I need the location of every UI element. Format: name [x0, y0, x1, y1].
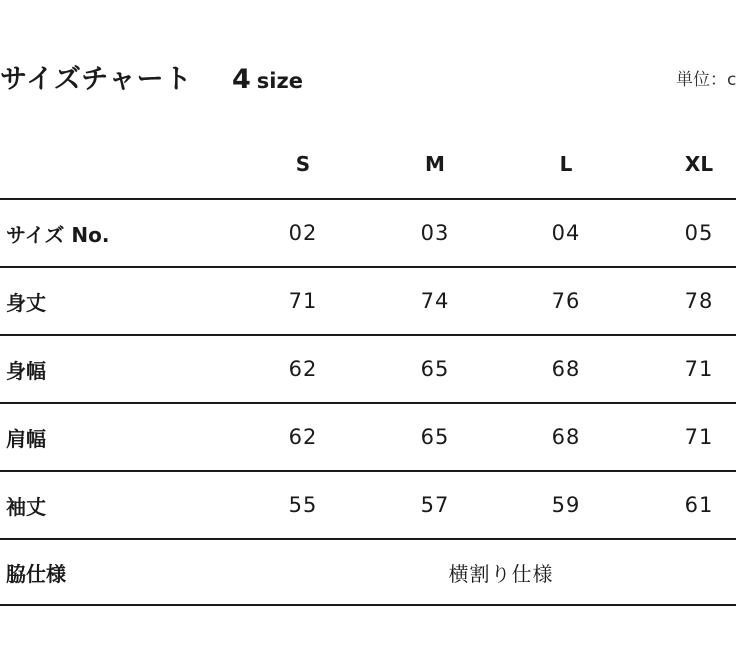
size-count-unit: size	[256, 69, 303, 93]
table-cell: 04	[551, 221, 581, 245]
table-cell: 62	[288, 425, 318, 449]
table-cell: 74	[420, 289, 450, 313]
table-row-size-no	[0, 198, 736, 266]
table-cell: 61	[684, 493, 714, 517]
unit-label: 単位：c	[676, 70, 736, 90]
table-cell: 65	[420, 425, 450, 449]
table-cell: 78	[684, 289, 714, 313]
table-row-body-width	[0, 334, 736, 402]
table-cell: 71	[684, 425, 714, 449]
table-cell: 57	[420, 493, 450, 517]
table-cell: 55	[288, 493, 318, 517]
row-label: 袖丈	[6, 494, 46, 519]
row-label: サイズ No.	[6, 222, 110, 247]
row-label: 身幅	[6, 358, 46, 383]
row-label: 脇仕様	[6, 561, 66, 586]
table-row-body-length	[0, 266, 736, 334]
table-cell: 68	[551, 357, 581, 381]
size-count	[232, 58, 303, 105]
table-cell: 03	[420, 221, 450, 245]
side-spec-value: 横割り仕様	[448, 561, 554, 586]
page-title: サイズチャート	[0, 64, 193, 95]
table-row-shoulder-width	[0, 402, 736, 470]
table-cell: 71	[288, 289, 318, 313]
table-row-side-spec	[0, 538, 736, 606]
column-header-s: S	[295, 152, 311, 176]
column-header-l: L	[559, 152, 573, 176]
row-label: 身丈	[6, 290, 46, 315]
table-header-row	[0, 130, 736, 198]
size-table	[0, 130, 736, 606]
table-cell: 05	[684, 221, 714, 245]
table-row-sleeve-length	[0, 470, 736, 538]
table-cell: 02	[288, 221, 318, 245]
table-cell: 68	[551, 425, 581, 449]
table-cell: 76	[551, 289, 581, 313]
table-cell: 59	[551, 493, 581, 517]
table-cell: 71	[684, 357, 714, 381]
size-count-number: 4	[232, 64, 251, 95]
column-header-m: M	[425, 152, 445, 176]
size-chart-header	[0, 58, 736, 106]
row-label: 肩幅	[6, 426, 46, 451]
table-cell: 62	[288, 357, 318, 381]
table-cell: 65	[420, 357, 450, 381]
column-header-xl: XL	[684, 152, 714, 176]
